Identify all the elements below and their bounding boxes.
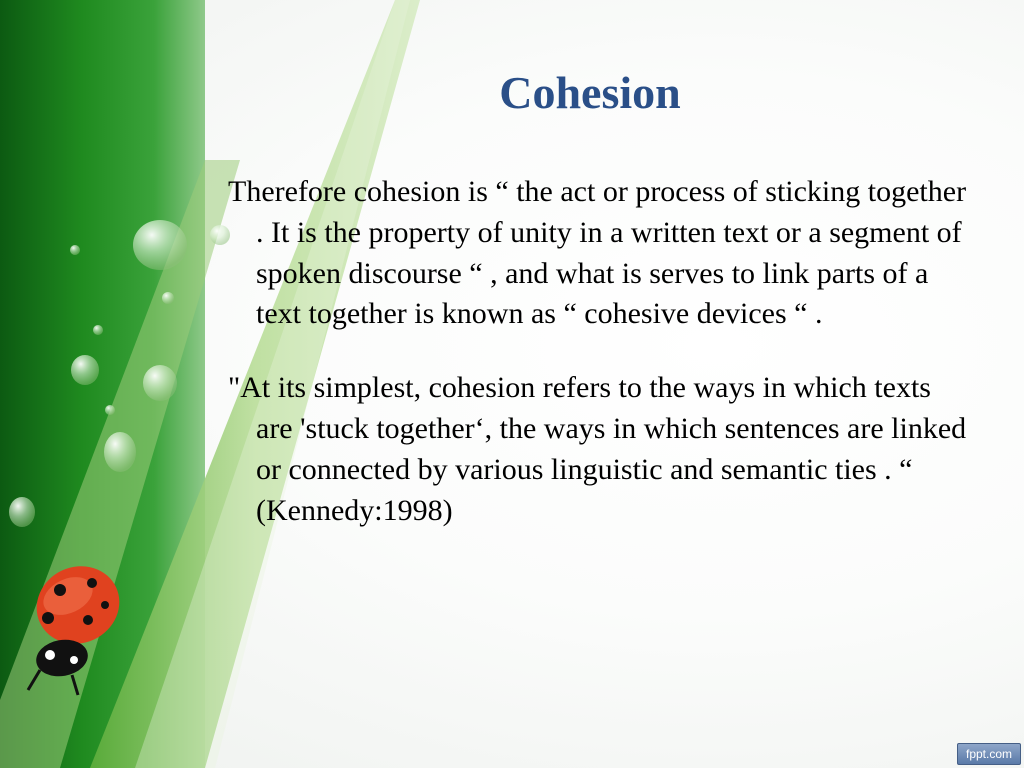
water-drop <box>104 432 136 472</box>
watermark-badge: fppt.com <box>957 743 1021 765</box>
slide-title: Cohesion <box>499 67 681 118</box>
water-drop <box>210 225 230 245</box>
water-drop <box>70 245 80 255</box>
water-drop <box>162 292 174 304</box>
water-drop <box>143 365 177 401</box>
water-drop <box>105 405 115 415</box>
water-drop <box>9 497 35 527</box>
water-drop <box>71 355 99 385</box>
water-drop <box>93 325 103 335</box>
slide-body <box>228 172 968 564</box>
water-drop <box>133 220 187 270</box>
paragraph-definition: Therefore cohesion is “ the act or process of sticking together . It is the property of unity in a written text or a segment of spoken discourse “ , and what is serves to link parts of a text together is known as “ cohesive devices “ . <box>228 175 967 331</box>
paragraph-quote: "At its simplest, cohesion refers to the ways in which texts are 'stuck together‘, the ways in which sentences are linked or connected by various linguistic and semantic ties . “ (Kennedy:1998) <box>228 371 967 527</box>
